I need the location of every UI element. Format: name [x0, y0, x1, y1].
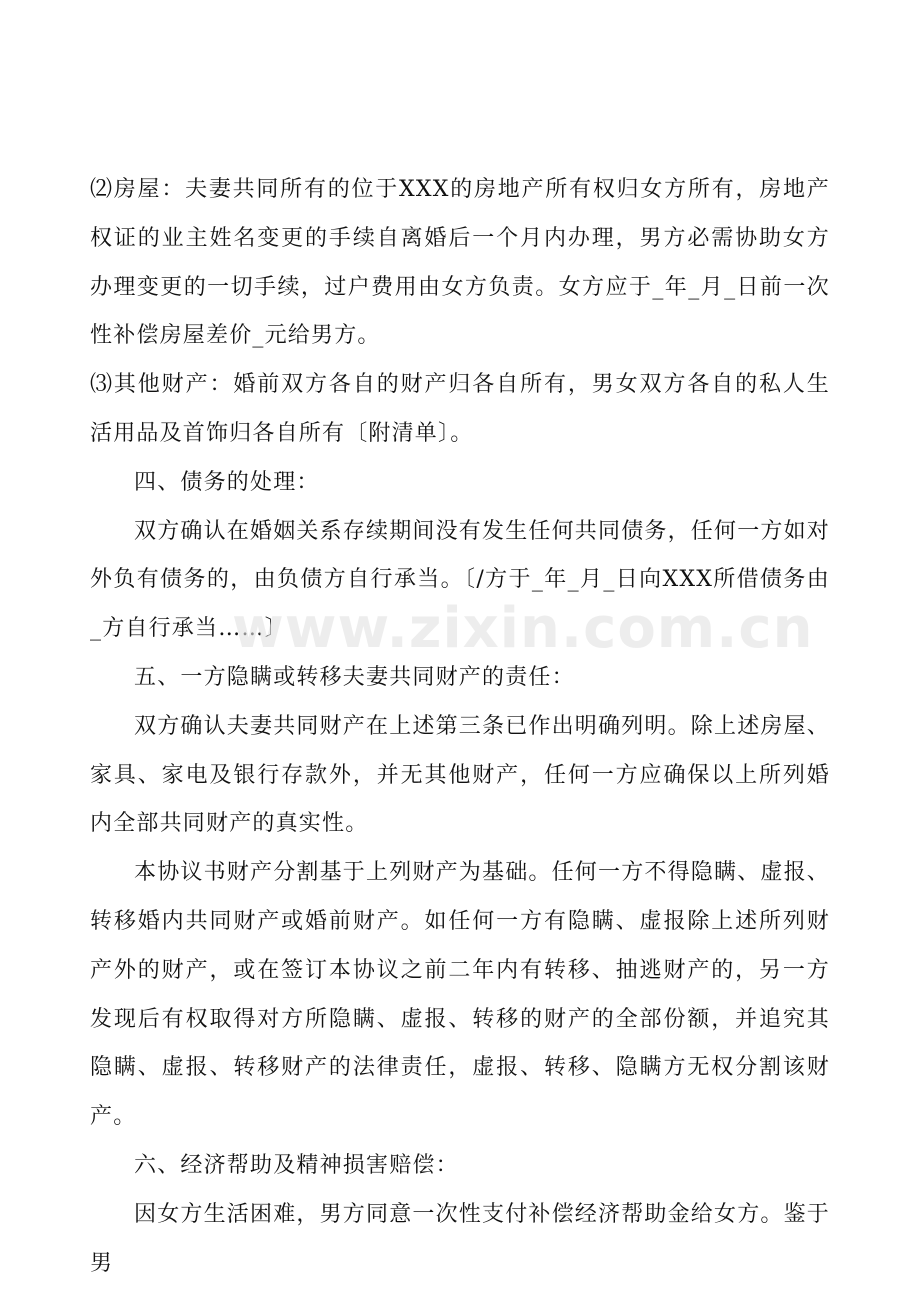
- section-heading-concealment: 五、一方隐瞒或转移夫妻共同财产的责任：: [134, 664, 575, 690]
- section-heading-compensation: 六、经济帮助及精神损害赔偿：: [134, 1152, 459, 1178]
- paragraph-confirm: 双方确认夫妻共同财产在上述第三条已作出明确列明。除上述房屋、家具、家电及银行存款外，并无其他财产，任何一方应确保以上所列婚内全部共同财产的真实性。: [90, 713, 831, 837]
- section-heading-debt: 四、债务的处理：: [134, 469, 320, 495]
- paragraph-debt: 双方确认在婚姻关系存续期间没有发生任何共同债务，任何一方如对外负有债务的，由负债方自行承当。〔/方于_年_月_日向XXX所借债务由_方自行承当……〕: [90, 518, 831, 642]
- document-body: [90, 166, 830, 1288]
- watermark: www.zixin.com.cn: [232, 596, 814, 661]
- paragraph-aid: 因女方生活困难，男方同意一次性支付补偿经济帮助金给女方。鉴于男: [90, 1201, 831, 1276]
- paragraph-basis: 本协议书财产分割基于上列财产为基础。任何一方不得隐瞒、虚报、转移婚内共同财产或婚前财产。如任何一方有隐瞒、虚报除上述所列财产外的财产，或在签订本协议之前二年内有转移、抽逃财产的，另一方发现后有权取得对方所隐瞒、虚报、转移的财产的全部份额，并追究其隐瞒、虚报、转移财产的法律责任，虚报、转移、隐瞒方无权分割该财产。: [90, 860, 831, 1130]
- paragraph-house: ⑵房屋：夫妻共同所有的位于XXX的房地产所有权归女方所有，房地产权证的业主姓名变更的手续自离婚后一个月内办理，男方必需协助女方办理变更的一切手续，过户费用由女方负责。女方应于_年_月_日前一次性补偿房屋差价_元给男方。: [90, 177, 830, 349]
- paragraph-other-property: ⑶其他财产：婚前双方各自的财产归各自所有，男女双方各自的私人生活用品及首饰归各自所有〔附清单〕。: [90, 372, 830, 446]
